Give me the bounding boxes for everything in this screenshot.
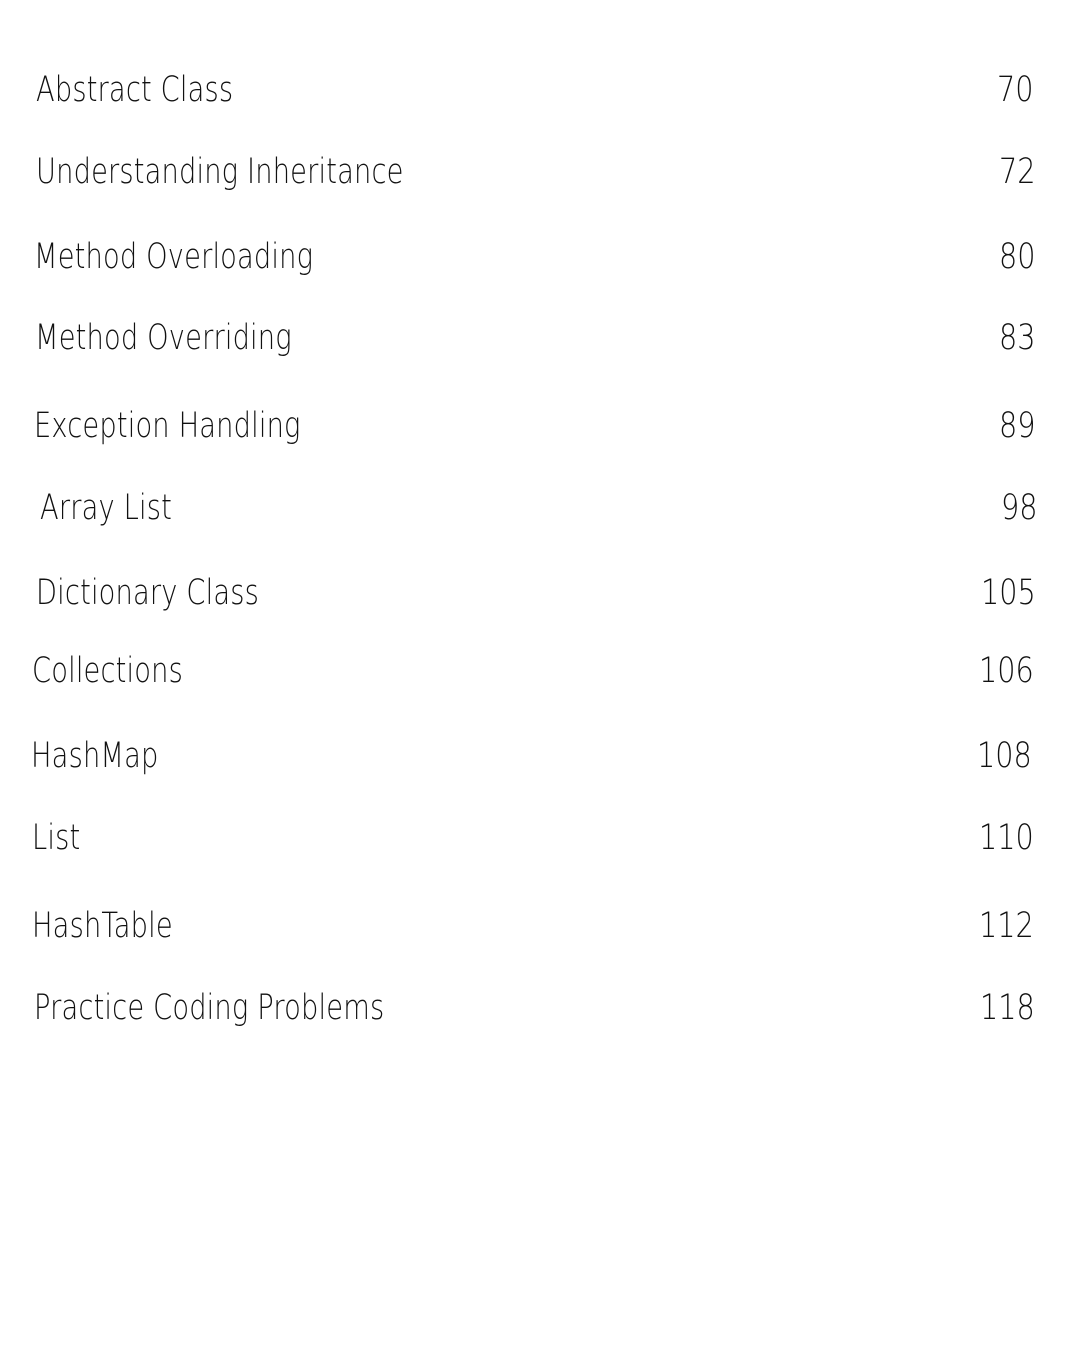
toc-entry <box>0 726 1080 786</box>
toc-entry-page: 83 <box>999 318 1036 358</box>
toc-entry-title: HashTable <box>32 906 173 946</box>
toc-entry-title: Abstract Class <box>36 70 234 110</box>
toc-entry <box>0 308 1080 368</box>
toc-entry-title: Practice Coding Problems <box>34 988 385 1028</box>
toc-entry-page: 118 <box>980 988 1035 1028</box>
toc-entry-title: Collections <box>32 651 183 691</box>
toc-entry <box>0 641 1080 701</box>
toc-entry-page: 106 <box>979 651 1034 691</box>
toc-entry <box>0 563 1080 623</box>
toc-entry-title: Method Overloading <box>34 237 314 277</box>
toc-entry <box>0 808 1080 868</box>
toc-entry-page: 105 <box>981 573 1036 613</box>
toc-entry-title: Dictionary Class <box>36 573 260 613</box>
toc-entry-title: HashMap <box>31 736 159 776</box>
toc-entry-title: Array List <box>40 488 172 528</box>
toc-entry-title: Exception Handling <box>34 406 301 446</box>
toc-entry <box>0 978 1080 1038</box>
toc-entry <box>0 60 1080 120</box>
toc-entry <box>0 142 1080 202</box>
toc-entry-page: 112 <box>979 906 1034 946</box>
toc-entry-page: 80 <box>999 237 1036 277</box>
toc-entry-title: List <box>32 818 81 858</box>
toc-entry <box>0 896 1080 956</box>
toc-entry-page: 72 <box>999 152 1036 192</box>
toc-entry-page: 98 <box>1001 488 1038 528</box>
toc-entry-page: 108 <box>977 736 1032 776</box>
toc-entry-page: 110 <box>979 818 1034 858</box>
toc-entry <box>0 227 1080 287</box>
toc-entry-title: Understanding Inheritance <box>36 152 404 192</box>
toc-entry-page: 70 <box>997 70 1034 110</box>
toc-entry-title: Method Overriding <box>35 318 292 358</box>
toc-entry <box>0 396 1080 456</box>
toc-entry-page: 89 <box>999 406 1036 446</box>
toc-entry <box>0 478 1080 538</box>
